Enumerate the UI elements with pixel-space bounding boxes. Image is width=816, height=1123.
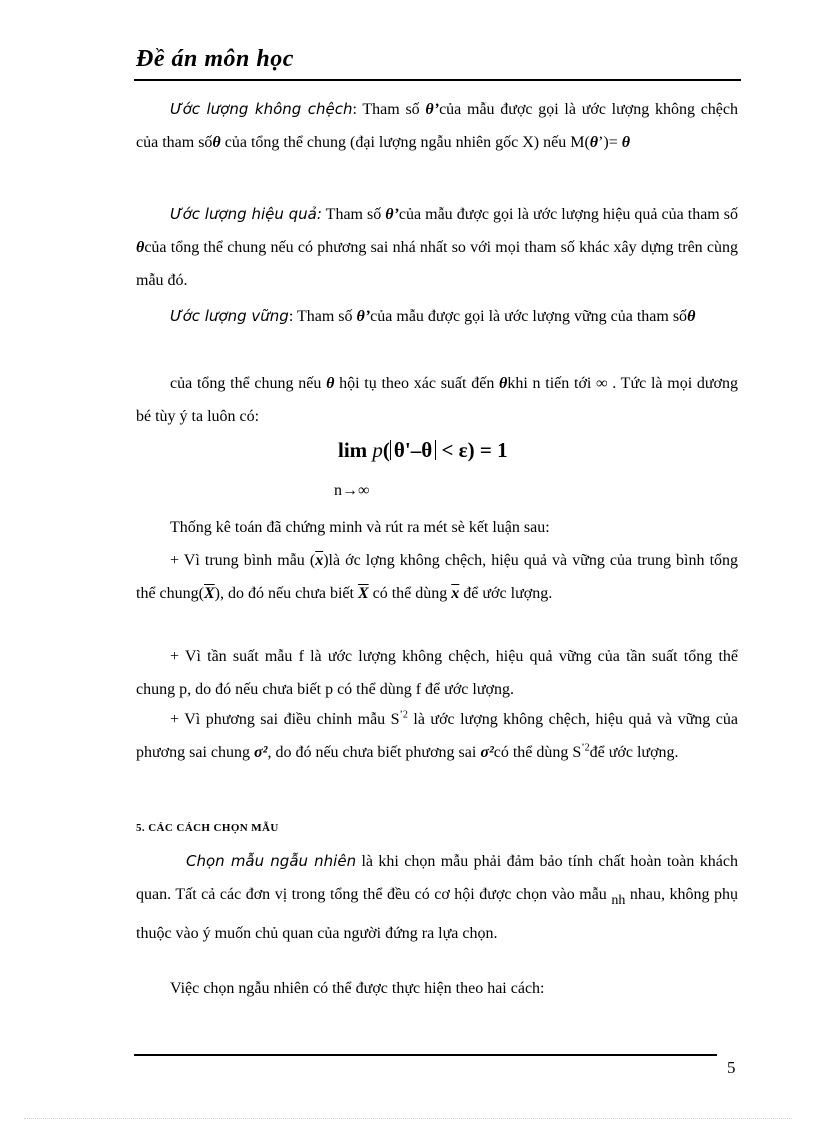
- term-unbiased: Ước lượng không chệch: [170, 100, 353, 118]
- paragraph-sample-mean: + Vì trung bình mẫu $(\overline{x})là$ ớc lợng không chệch, hiệu quả và vững của trung bình tổng thể $chung(\overline{X})$, do đó nếu chưa biết $\overline{X}$ có thể dùng $\overline{x}$ để ước lượng.: [136, 552, 739, 602]
- paragraph-random-sampling: Chọn mẫu ngẫu nhiên là khi chọn mẫu phải đảm bảo tính chất hoàn toàn khách quan. Tất cả các đơn vị trong tổng thể đều có cơ hội được chọn vào mẫu nh nhau, không phụ thuộc vào ý muốn chủ quan của người đứng ra lựa chọn.: [136, 852, 738, 942]
- paragraph-consistent-estimator: Ước lượng vững: Tham số θ’của mẫu được gọi là ước lượng vững của tham sốθ: [170, 307, 696, 325]
- paragraph-convergence: của tổng thể chung nếu θ hội tụ theo xác suất đến θkhi n tiến tới ∞ . Tức là mọi dương bé tùy ý ta luôn có:: [136, 375, 738, 425]
- section-heading: 5. CÁC CÁCH CHỌN MẪU: [136, 822, 279, 834]
- paragraph-sample-variance: + Vì phương sai điều chỉnh mẫu $S^{’2}$ là ước lượng không chệch, hiệu quả và vững của phương sai chung σ², do đó nếu chưa biết phương sai σ²có thể dùng $S^{’2}để$ ước lượng.: [136, 709, 738, 761]
- term-consistent: Ước lượng vững: [170, 307, 289, 325]
- paragraph-efficient-estimator: Ước lượng hiệu quả: Tham số θ’của mẫu được gọi là ước lượng hiệu quả của tham số θcủa tổng thể chung nếu có phương sai nhá nhất so với mọi tham số khác xây dựng trên cùng mẫu đó.: [136, 205, 738, 289]
- page-header-title: Đề án môn học: [136, 46, 294, 72]
- term-random-sampling: Chọn mẫu ngẫu nhiên: [186, 852, 357, 870]
- paragraph-sample-frequency: + Vì tần suất mẫu f là ước lượng không chệch, hiệu quả vững của tần suất tổng thể chung p, do đó nếu chưa biết p có thể dùng f để ước lượng.: [136, 648, 738, 698]
- footer-rule: [134, 1054, 717, 1056]
- paragraph-unbiased-estimator: Ước lượng không chệch: Tham số θ’của mẫu được gọi là ước lượng không chệch của tham sốθ của tổng thể chung (đại lượng ngẫu nhiên gốc X) nếu M(θ’)= θ: [136, 100, 739, 151]
- limit-formula: lim p( θ'–θ < ε) = 1: [338, 438, 508, 462]
- term-efficient: Ước lượng hiệu quả:: [170, 205, 322, 223]
- limit-subscript: n→∞: [334, 482, 370, 499]
- paragraph-two-methods: Việc chọn ngẫu nhiên có thể được thực hiện theo hai cách:: [170, 980, 545, 997]
- paragraph-conclusions-intro: Thống kê toán đã chứng minh và rút ra mét sè kết luận sau:: [170, 519, 550, 536]
- page-bottom-dotted-line: [24, 1118, 792, 1119]
- page-number: 5: [727, 1058, 736, 1077]
- header-rule: [134, 79, 741, 81]
